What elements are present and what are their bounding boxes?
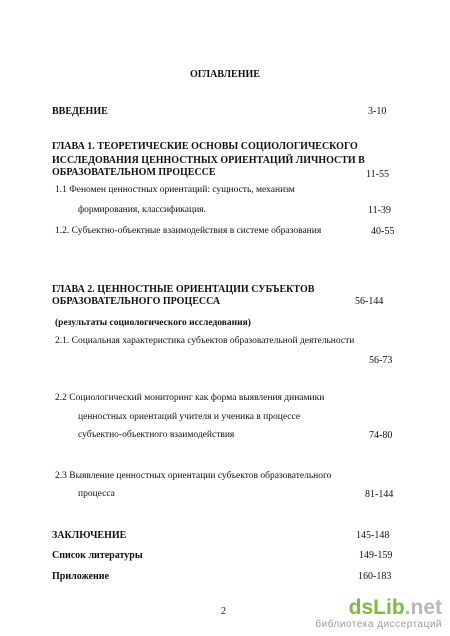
toc-ch2-line1: ГЛАВА 2. ЦЕННОСТНЫЕ ОРИЕНТАЦИИ СУБЪЕКТОВ — [52, 284, 315, 295]
watermark-subtitle: библиотека диссертаций — [315, 619, 442, 630]
toc-2-2-line3: субъектно-объектного взаимодействия — [78, 430, 235, 440]
toc-1-1-line1: 1.1 Феномен ценностных ориентаций: сущность, механизм — [55, 185, 295, 195]
toc-2-3-pages: 81-144 — [365, 489, 394, 500]
toc-ch2-pages: 56-144 — [355, 296, 384, 307]
watermark-brand — [315, 597, 442, 619]
toc-2-2-line2: ценностных ориентаций учителя и ученика в процессе — [78, 412, 301, 422]
toc-2-3-line1: 2.3 Выявление ценностных ориентации субъектов образовательного — [55, 471, 332, 481]
toc-2-2-pages: 74-80 — [369, 430, 393, 441]
toc-ch1-line1: ГЛАВА 1. ТЕОРЕТИЧЕСКИЕ ОСНОВЫ СОЦИОЛОГИЧЕСКОГО — [52, 141, 358, 152]
toc-2-1-pages: 56-73 — [369, 355, 393, 366]
toc-appendix-pages: 160-183 — [358, 571, 392, 582]
page-title: ОГЛАВЛЕНИЕ — [190, 69, 260, 80]
toc-2-3-line2: процесса — [78, 489, 115, 499]
watermark-logo — [315, 597, 442, 630]
toc-ch1-pages: 11-55 — [366, 169, 389, 180]
toc-intro-pages: 3-10 — [368, 106, 387, 117]
toc-ch1-line3: ОБРАЗОВАТЕЛЬНОМ ПРОЦЕССЕ — [52, 167, 216, 178]
toc-conclusion-label: ЗАКЛЮЧЕНИЕ — [52, 530, 127, 541]
page-number: 2 — [221, 606, 226, 617]
toc-ch2-note: (результаты социологического исследования) — [55, 318, 251, 328]
toc-literature-pages: 149-159 — [359, 550, 393, 561]
toc-conclusion-pages: 145-148 — [356, 530, 390, 541]
toc-literature-label: Список литературы — [52, 550, 143, 561]
toc-2-2-line1: 2.2 Социологический мониторинг как форма выявления динамики — [55, 393, 325, 403]
watermark-brand-part1: dsLib — [348, 596, 405, 619]
watermark-brand-part2: .net — [404, 596, 442, 619]
toc-intro-label: ВВЕДЕНИЕ — [52, 106, 108, 117]
toc-ch1-line2: ИССЛЕДОВАНИЯ ЦЕННОСТНЫХ ОРИЕНТАЦИЙ ЛИЧНОСТИ В — [52, 155, 365, 166]
toc-1-2-pages: 40-55 — [371, 226, 395, 237]
toc-1-2: 1.2. Субъектно-объектные взаимодействия в системе образования — [55, 226, 322, 236]
toc-appendix-label: Приложение — [52, 571, 109, 582]
toc-1-1-pages: 11-39 — [368, 205, 391, 216]
toc-2-1: 2.1. Социальная характеристика субъектов образовательной деятельности — [55, 336, 355, 346]
toc-1-1-line2: формирования, классификация. — [78, 205, 206, 215]
toc-ch2-line2: ОБРАЗОВАТЕЛЬНОГО ПРОЦЕССА — [52, 296, 221, 307]
